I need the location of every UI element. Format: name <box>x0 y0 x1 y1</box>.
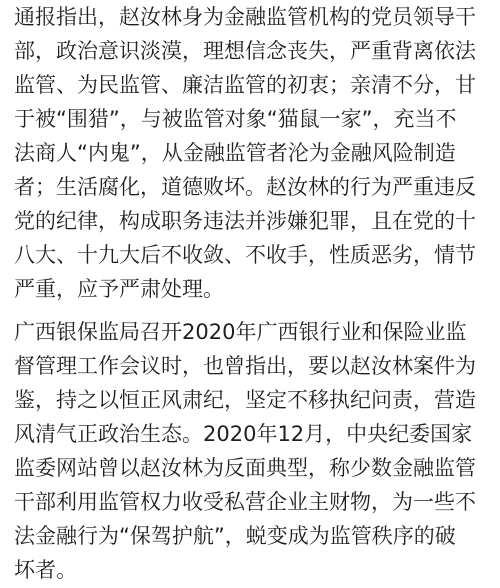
text-line: 于被“围猎”，与被监管对象“猫鼠一家”，充当不 <box>14 107 457 131</box>
paragraph-1 <box>14 0 476 306</box>
text-line: 坏者。 <box>14 558 77 582</box>
text-line: 督管理工作会议时，也曾指出，要以赵汝林案件为 <box>14 354 476 378</box>
text-line: 广西银保监局召开2020年广西银行业和保险业监 <box>14 320 467 344</box>
text-line: 严重，应予严肃处理。 <box>14 277 224 301</box>
text-line: 部，政治意识淡漠，理想信念丧失，严重背离依法 <box>14 39 476 63</box>
text-line: 法金融行为“保驾护航”，蜕变成为监管秩序的破 <box>14 524 456 548</box>
text-line: 风清气正政治生态。2020年12月，中央纪委国家 <box>14 422 473 446</box>
text-line: 通报指出，赵汝林身为金融监管机构的党员领导干 <box>14 5 476 29</box>
text-line: 监委网站曾以赵汝林为反面典型，称少数金融监管 <box>14 456 476 480</box>
text-line: 八大、十九大后不收敛、不收手，性质恶劣，情节 <box>14 243 476 267</box>
paragraph-2 <box>14 315 476 587</box>
text-line: 者；生活腐化，道德败坏。赵汝林的行为严重违反 <box>14 175 476 199</box>
text-line: 党的纪律，构成职务违法并涉嫌犯罪，且在党的十 <box>14 209 476 233</box>
text-line: 干部利用监管权力收受私营企业主财物，为一些不 <box>14 490 476 514</box>
text-line: 鉴，持之以恒正风肃纪，坚定不移执纪问责，营造 <box>14 388 476 412</box>
text-line: 监管、为民监管、廉洁监管的初衷；亲清不分，甘 <box>14 73 476 97</box>
text-line: 法商人“内鬼”，从金融监管者沦为金融风险制造 <box>14 141 456 165</box>
